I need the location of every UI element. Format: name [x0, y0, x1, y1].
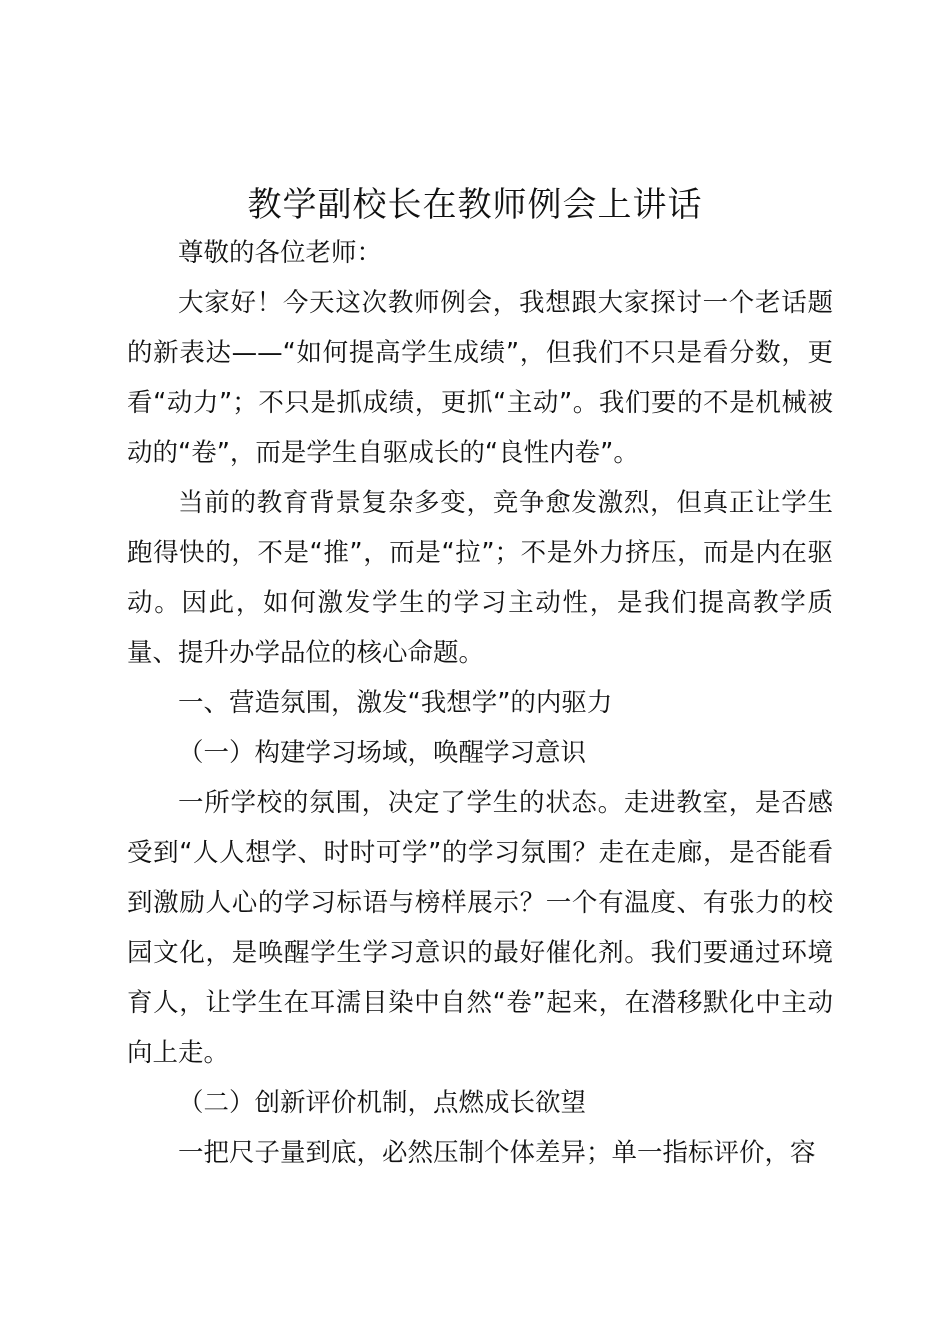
document-body — [127, 228, 833, 1178]
subsection-heading-2: （二）创新评价机制，点燃成长欲望 — [178, 1088, 587, 1118]
salutation-paragraph: 尊敬的各位老师： — [178, 238, 383, 268]
opening-paragraph: 大家好！今天这次教师例会，我想跟大家探讨一个老话题的新表达——“如何提高学生成绩”，但我们不只是看分数，更看“动力”；不只是抓成绩，更抓“主动”。我们要的不是机械被动的“卷”，而是学生自驱成长的“良性内卷”。 — [127, 288, 833, 468]
background-paragraph: 当前的教育背景复杂多变，竞争愈发激烈，但真正让学生跑得快的，不是“推”，而是“拉”；不是外力挤压，而是内在驱动。因此，如何激发学生的学习主动性，是我们提高教学质量、提升办学品位的核心命题。 — [127, 488, 833, 668]
section-heading-1: 一、营造氛围，激发“我想学”的内驱力 — [178, 688, 613, 718]
atmosphere-paragraph: 一所学校的氛围，决定了学生的状态。走进教室，是否感受到“人人想学、时时可学”的学习氛围？走在走廊，是否能看到激励人心的学习标语与榜样展示？一个有温度、有张力的校园文化，是唤醒学生学习意识的最好催化剂。我们要通过环境育人，让学生在耳濡目染中自然“卷”起来，在潜移默化中主动向上走。 — [127, 788, 833, 1068]
subsection-heading-1: （一）构建学习场域，唤醒学习意识 — [178, 738, 587, 768]
document-title: 教学副校长在教师例会上讲话 — [247, 185, 703, 225]
evaluation-paragraph: 一把尺子量到底，必然压制个体差异；单一指标评价，容 — [178, 1138, 816, 1168]
